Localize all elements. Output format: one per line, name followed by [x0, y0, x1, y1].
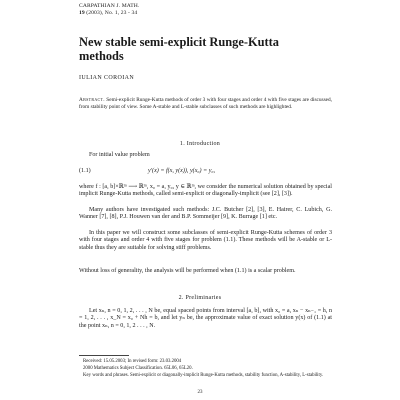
intro-paragraph-2: Many authors have investigated such methods: J.C. Butcher [2], [3], E. Hairer, C. Lubich, G. Wanner [7], [8], P.J. Houwen van der and B.P. Sommeijer [9], K. Burrage [1] etc.	[79, 207, 332, 221]
footnote-rule	[79, 355, 129, 356]
footnote-keywords: Key words and phrases. Semi-explicit or diagonally-implicit Runge-Kutta methods, stability function, A-stability, L-stability.	[83, 373, 324, 378]
journal-issue	[79, 10, 139, 17]
abstract-text: Semi-explicit Runge-Kutta methods of order 3 with four stages and order 4 with five stages are discussed, from stability point of view. Some A-stable and L-stable subclasses of such methods are highlighted.	[79, 97, 333, 110]
section-heading-introduction: 1. Introduction	[179, 141, 221, 147]
equation	[148, 168, 215, 174]
equation-text: y′(x) = f(x, y(x)), y(x₀) = y₀,	[148, 168, 216, 174]
abstract-label: Abstract.	[79, 97, 105, 103]
author-name: IULIAN COROIAN	[79, 75, 135, 81]
journal-name: CARPATHIAN J. MATH.	[79, 3, 140, 9]
paper-title	[79, 36, 279, 63]
abstract	[79, 97, 332, 110]
preliminaries-paragraph-1: Let xₙ, n = 0, 1, 2, . . . , N be, equal spaced points from interval [a, b], with x₀ = a, xₙ − xₙ₋₁ = h, n = 1, 2, . . . , x_N = x₀ + Nh = b, and let yₙ be, the approximate value of exact solution y(x) of (1.1) at the point xₙ, n = 0, 1, 2 . . . , N.	[79, 308, 332, 329]
intro-paragraph-4: Without loss of generality, the analysis will be performed when (1.1) is a scalar problem.	[79, 268, 296, 274]
journal-issue-line: (2003), No. 1, 23 - 34	[86, 10, 138, 16]
intro-paragraph-3: In this paper we will construct some subclasses of semi-explicit Runge-Kutta schemes of order 3 with four stages and order 4 with five stages for problem (1.1). These methods will be A-stable or L-stable thus they are suitable for solving stiff problems.	[79, 230, 332, 251]
equation-number: (1.1)	[79, 168, 91, 174]
intro-paragraph-1: where f : [a, b]×ℝᵐ ⟶ ℝᵐ, x₀ = a, y₀, y ∈ ℝᵐ, we consider the numerical solution obtained by special implicit Runge-Kutta methods, called semi-explicit or diagonally-implicit (see [2], [3]).	[79, 184, 332, 198]
journal-volume: 19	[79, 10, 85, 16]
journal-header	[79, 3, 139, 17]
footnote-msc: 2000 Mathematics Subject Classification. 65L06, 65L20.	[83, 366, 193, 371]
title-line-2: methods	[79, 48, 124, 63]
title-line-1: New stable semi-explicit Runge-Kutta	[79, 35, 279, 49]
footnote-received: Received: 15.05.2003; In revised form: 23.03.2004	[83, 359, 182, 364]
section-heading-preliminaries: 2. Preliminaries	[178, 295, 222, 301]
intro-line: For initial value problem	[89, 152, 150, 158]
page-number: 23	[197, 390, 203, 395]
